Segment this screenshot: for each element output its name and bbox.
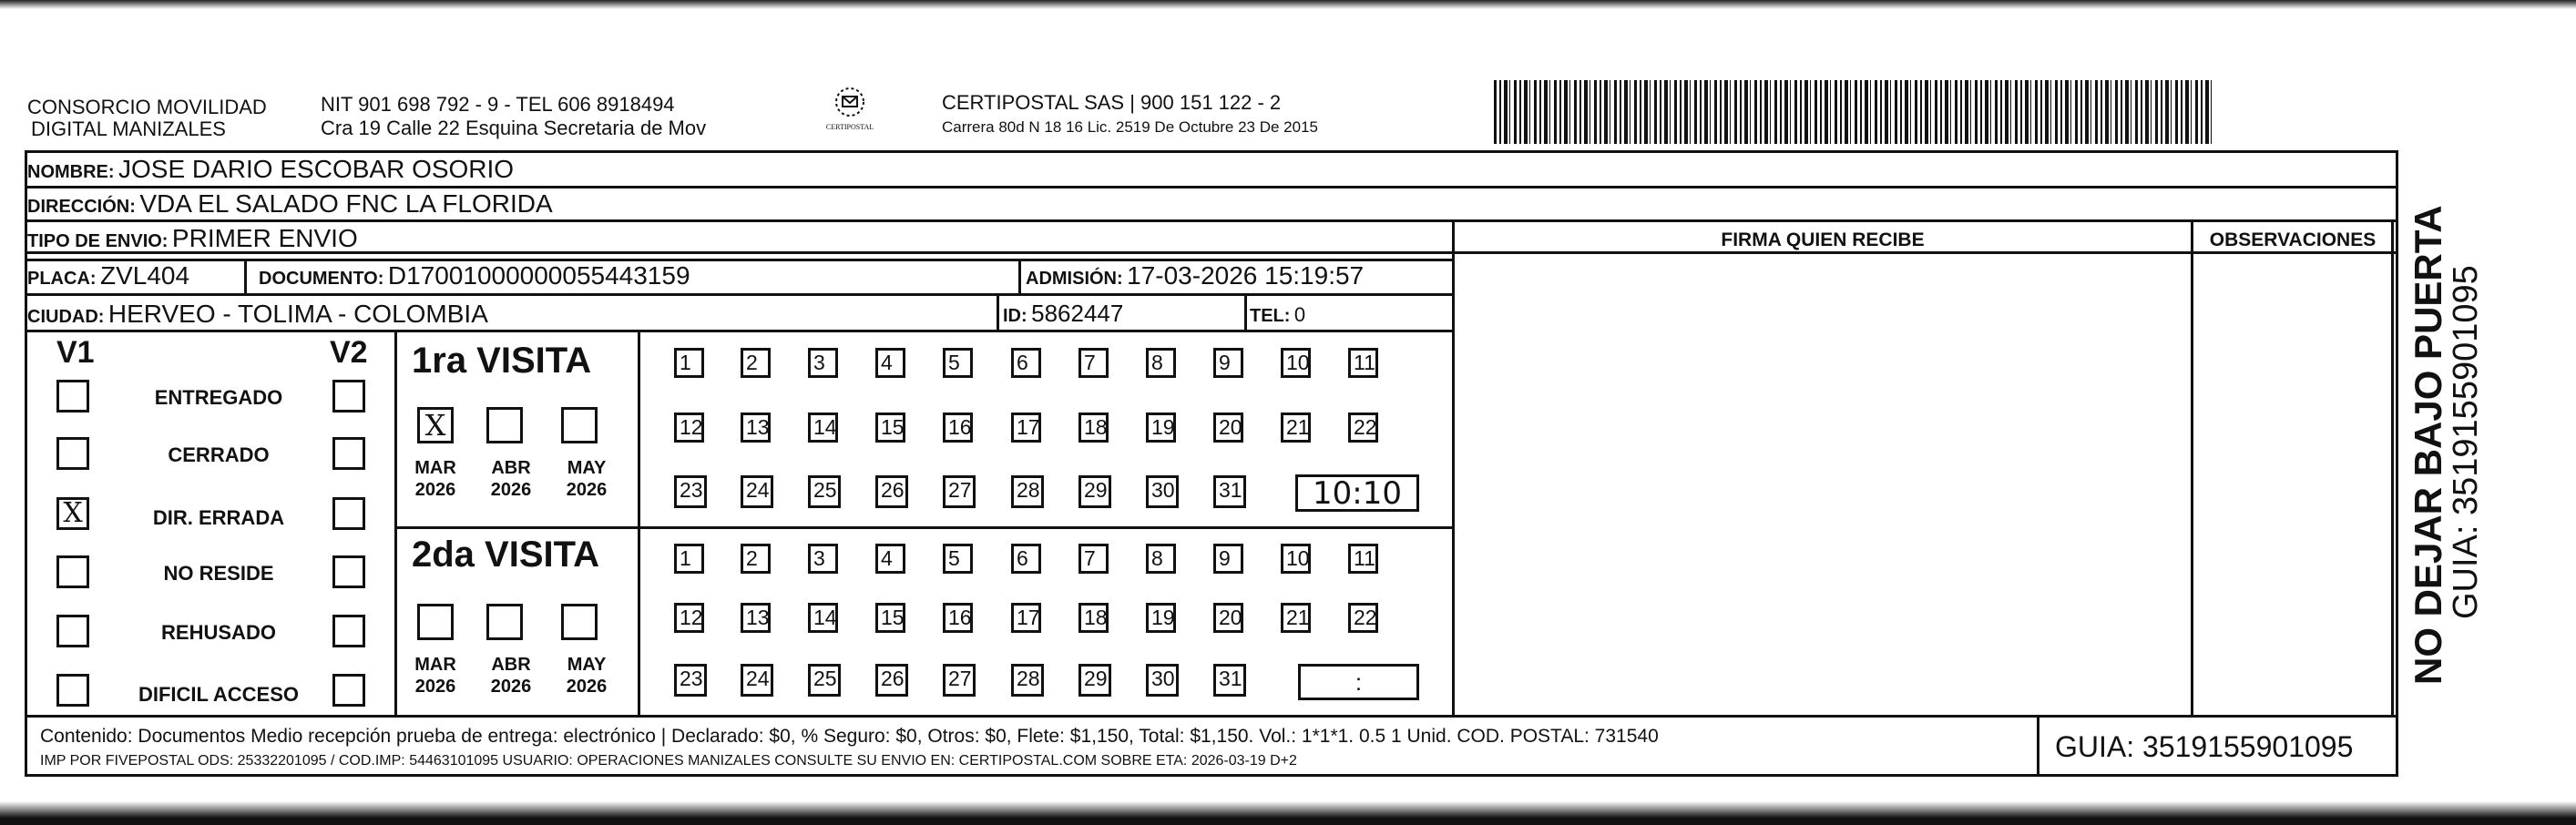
month-year: 2026	[414, 480, 456, 500]
visit1-day-box[interactable]: 29	[1078, 475, 1111, 508]
col-divider	[2037, 715, 2039, 777]
v2-dir-errada-checkbox[interactable]	[332, 497, 365, 530]
v2-header: V2	[330, 335, 368, 370]
firma-header: FIRMA QUIEN RECIBE	[1721, 229, 1925, 250]
v1-cerrado-checkbox[interactable]	[56, 437, 89, 470]
visit1-day-box[interactable]: 27	[943, 475, 976, 508]
visit1-month-mar-checkbox[interactable]	[417, 407, 454, 443]
visit2-month-mar-checkbox[interactable]	[417, 604, 454, 640]
visit1-day-box[interactable]: 26	[875, 475, 908, 508]
visit2-month-abr	[484, 654, 538, 698]
placa-row	[27, 261, 189, 290]
visit1-day-box[interactable]: 24	[741, 475, 773, 508]
tel-label: TEL:	[1250, 306, 1291, 326]
company-nit: NIT 901 698 792 - 9 - TEL 606 8918494	[321, 93, 675, 116]
month-year: 2026	[490, 480, 532, 500]
id-label: ID:	[1003, 306, 1027, 326]
visit1-day-box[interactable]: 30	[1146, 475, 1179, 508]
envelope-icon	[832, 86, 868, 118]
scan-top-edge	[0, 0, 2576, 9]
nombre-value: JOSE DARIO ESCOBAR OSORIO	[118, 155, 515, 183]
visit2-day-box[interactable]: 7	[1078, 544, 1109, 574]
visit2-day-box[interactable]: 1	[674, 544, 704, 574]
visit2-day-box[interactable]: 20	[1213, 603, 1243, 633]
visit2-day-box[interactable]: 12	[674, 603, 704, 633]
visit2-day-box[interactable]: 29	[1078, 664, 1111, 697]
documento-cell	[259, 261, 690, 290]
company-name-line1: CONSORCIO MOVILIDAD	[27, 96, 267, 118]
visit2-day-box[interactable]: 11	[1348, 544, 1378, 574]
ciudad-label: CIUDAD:	[27, 307, 105, 327]
side-warning: NO DEJAR BAJO PUERTA	[2407, 205, 2449, 685]
month-year: 2026	[490, 677, 532, 697]
observaciones-header: OBSERVACIONES	[2209, 229, 2377, 250]
visit1-day-box[interactable]: 8	[1146, 348, 1176, 378]
admision-label: ADMISIÓN:	[1026, 269, 1123, 289]
visit1-title: 1ra VISITA	[412, 341, 592, 381]
visit2-day-box[interactable]: 31	[1213, 664, 1246, 697]
visit2-time-box[interactable]: :	[1298, 664, 1419, 700]
visit1-time-box[interactable]: 10:10	[1295, 474, 1419, 512]
visit1-day-box[interactable]: 1	[674, 348, 704, 378]
tipo-envio-label: TIPO DE ENVIO:	[27, 231, 169, 251]
status-label-dificil-acceso: DIFICIL ACCESO	[138, 683, 299, 706]
checkmark: X	[424, 408, 446, 443]
visit1-day-box[interactable]: 16	[943, 412, 973, 443]
v1-entregado-checkbox[interactable]	[56, 380, 89, 412]
documento-value: D17001000000055443159	[387, 261, 690, 290]
visit1-day-box[interactable]: 4	[875, 348, 905, 378]
col-divider	[997, 293, 999, 330]
v2-no-reside-checkbox[interactable]	[332, 555, 365, 588]
visit1-day-box[interactable]: 28	[1011, 475, 1044, 508]
col-divider	[394, 330, 397, 715]
certipostal-line1: CERTIPOSTAL SAS | 900 151 122 - 2	[942, 91, 1282, 114]
visit1-day-box[interactable]: 3	[808, 348, 838, 378]
documento-label: DOCUMENTO:	[259, 269, 384, 289]
certipostal-line2: Carrera 80d N 18 16 Lic. 2519 De Octubre 23 De 2015	[942, 118, 1318, 136]
id-value: 5862447	[1031, 300, 1124, 327]
month-name: MAY	[567, 458, 607, 478]
month-name: MAR	[414, 458, 456, 478]
visit2-title: 2da VISITA	[412, 535, 599, 575]
tipo-envio-value: PRIMER ENVIO	[171, 224, 358, 252]
company-address: Cra 19 Calle 22 Esquina Secretaria de Mov	[321, 117, 707, 139]
visit2-day-box[interactable]: 17	[1011, 603, 1041, 633]
v1-dir-errada-checkbox[interactable]	[56, 497, 89, 530]
visit1-day-box[interactable]: 25	[808, 475, 841, 508]
visit2-day-box[interactable]: 16	[943, 603, 973, 633]
v1-no-reside-checkbox[interactable]	[56, 555, 89, 588]
visit2-day-box[interactable]: 21	[1281, 603, 1311, 633]
month-name: MAR	[414, 655, 456, 675]
visit2-day-box[interactable]: 22	[1348, 603, 1378, 633]
col-divider	[2191, 219, 2193, 716]
status-label-rehusado: REHUSADO	[161, 621, 276, 644]
visit1-day-box[interactable]: 5	[943, 348, 973, 378]
certipostal-logo	[820, 86, 880, 149]
direccion-label: DIRECCIÓN:	[27, 197, 136, 217]
admision-value: 17-03-2026 15:19:57	[1127, 261, 1365, 290]
visit1-day-box[interactable]: 21	[1281, 412, 1311, 443]
row-divider	[25, 251, 2398, 254]
month-name: MAY	[567, 655, 607, 675]
visit1-month-may	[559, 457, 614, 501]
direccion-value: VDA EL SALADO FNC LA FLORIDA	[139, 189, 553, 218]
col-divider	[1244, 293, 1247, 330]
visit2-month-mar	[408, 654, 463, 698]
row-divider	[25, 186, 2398, 188]
visit1-day-box[interactable]: 17	[1011, 412, 1041, 443]
visit2-month-may-checkbox[interactable]	[561, 604, 598, 640]
row-divider	[25, 219, 2398, 222]
visit1-day-box[interactable]: 11	[1348, 348, 1378, 378]
visit1-month-abr	[484, 457, 538, 501]
visit1-day-box[interactable]: 2	[741, 348, 771, 378]
month-name: ABR	[491, 655, 531, 675]
row-divider	[394, 526, 1455, 529]
row-divider	[25, 293, 1455, 296]
visit1-day-box[interactable]: 9	[1213, 348, 1243, 378]
admision-cell	[1026, 261, 1364, 290]
visit2-day-box[interactable]: 8	[1146, 544, 1176, 574]
visit2-day-box[interactable]: 9	[1213, 544, 1243, 574]
visit2-day-box[interactable]: 30	[1146, 664, 1179, 697]
v2-entregado-checkbox[interactable]	[332, 380, 365, 412]
nombre-label: NOMBRE:	[27, 162, 115, 182]
tipo-envio-row	[27, 224, 358, 253]
visit2-day-box[interactable]: 2	[741, 544, 771, 574]
footer-imp: IMP POR FIVEPOSTAL ODS: 25332201095 / COD.IMP: 54463101095 USUARIO: OPERACIONES MANIZALES CONSULTE SU ENVIO EN: CERTIPOSTAL.COM SOBRE ETA: 2026-03-19 D+2	[40, 753, 1297, 769]
visit1-day-box[interactable]: 7	[1078, 348, 1109, 378]
visit2-day-box[interactable]: 28	[1011, 664, 1044, 697]
month-year: 2026	[566, 480, 608, 500]
visit2-day-box[interactable]: 23	[674, 664, 707, 697]
barcode	[1494, 80, 2215, 144]
visit1-day-box[interactable]: 12	[674, 412, 704, 443]
id-cell	[1003, 300, 1123, 328]
status-label-cerrado: CERRADO	[168, 443, 270, 466]
v1-header: V1	[56, 335, 95, 370]
nombre-row	[27, 155, 514, 184]
company-name-line2: DIGITAL MANIZALES	[31, 117, 226, 140]
visit1-day-box[interactable]: 14	[808, 412, 838, 443]
v2-dificil-acceso-checkbox[interactable]	[332, 674, 365, 707]
visit2-day-box[interactable]: 4	[875, 544, 905, 574]
row-divider	[25, 715, 2398, 718]
row-divider	[25, 330, 1455, 332]
footer-guia: GUIA: 3519155901095	[2055, 730, 2354, 763]
visit2-month-may	[559, 654, 614, 698]
ciudad-row	[27, 300, 488, 329]
v2-cerrado-checkbox[interactable]	[332, 437, 365, 470]
scan-bottom-edge	[0, 801, 2576, 825]
col-divider	[638, 330, 640, 715]
visit2-day-box[interactable]: 18	[1078, 603, 1109, 633]
month-name: ABR	[491, 458, 531, 478]
col-divider	[1018, 259, 1021, 293]
visit1-month-mar	[408, 457, 463, 501]
ciudad-value: HERVEO - TOLIMA - COLOMBIA	[107, 300, 488, 328]
v2-rehusado-checkbox[interactable]	[332, 615, 365, 647]
placa-label: PLACA:	[27, 269, 97, 289]
status-label-no-reside: NO RESIDE	[163, 562, 274, 585]
visit1-day-box[interactable]: 13	[741, 412, 771, 443]
visit2-day-box[interactable]: 5	[943, 544, 973, 574]
visit2-day-box[interactable]: 3	[808, 544, 838, 574]
v1-rehusado-checkbox[interactable]	[56, 615, 89, 647]
visit2-day-box[interactable]: 25	[808, 664, 841, 697]
visit2-day-box[interactable]: 26	[875, 664, 908, 697]
visit1-day-box[interactable]: 23	[674, 475, 707, 508]
status-label-dir-errada: DIR. ERRADA	[152, 506, 285, 529]
visit1-day-box[interactable]: 15	[875, 412, 905, 443]
footer-contenido: Contenido: Documentos Medio recepción prueba de entrega: electrónico | Declarado: $0, % Seguro: $0, Otros: $0, Flete: $1,150, Total: $1,150. Vol.: 1*1*1. 0.5 1 Unid. COD. POSTAL: 731540	[40, 726, 1659, 747]
visit2-day-box[interactable]: 19	[1146, 603, 1176, 633]
visit2-day-box[interactable]: 13	[741, 603, 771, 633]
side-guia: GUIA: 3519155901095	[2447, 265, 2485, 619]
col-divider	[1452, 219, 1455, 716]
status-label-entregado: ENTREGADO	[154, 386, 283, 409]
checkmark: X	[63, 497, 83, 529]
visit2-day-box[interactable]: 10	[1281, 544, 1311, 574]
month-year: 2026	[566, 677, 608, 697]
visit2-day-box[interactable]: 15	[875, 603, 905, 633]
visit2-day-box[interactable]: 24	[741, 664, 773, 697]
visit2-day-box[interactable]: 6	[1011, 544, 1041, 574]
col-divider	[244, 259, 247, 293]
tel-value: 0	[1293, 303, 1306, 326]
col-divider	[2391, 219, 2394, 716]
direccion-row	[27, 189, 553, 219]
visit1-day-box[interactable]: 31	[1213, 475, 1246, 508]
visit1-day-box[interactable]: 22	[1348, 412, 1378, 443]
placa-value: ZVL404	[100, 261, 190, 290]
visit1-month-abr-checkbox[interactable]	[486, 407, 523, 443]
logo-text: CERTIPOSTAL	[825, 123, 874, 131]
month-year: 2026	[414, 677, 456, 697]
visit2-month-abr-checkbox[interactable]	[486, 604, 523, 640]
visit1-day-box[interactable]: 18	[1078, 412, 1109, 443]
visit1-day-box[interactable]: 19	[1146, 412, 1176, 443]
visit1-month-may-checkbox[interactable]	[561, 407, 598, 443]
visit2-day-box[interactable]: 14	[808, 603, 838, 633]
v1-dificil-acceso-checkbox[interactable]	[56, 674, 89, 707]
tel-cell	[1250, 303, 1305, 327]
visit1-day-box[interactable]: 6	[1011, 348, 1041, 378]
visit1-day-box[interactable]: 20	[1213, 412, 1243, 443]
visit2-day-box[interactable]: 27	[943, 664, 976, 697]
visit1-day-box[interactable]: 10	[1281, 348, 1311, 378]
